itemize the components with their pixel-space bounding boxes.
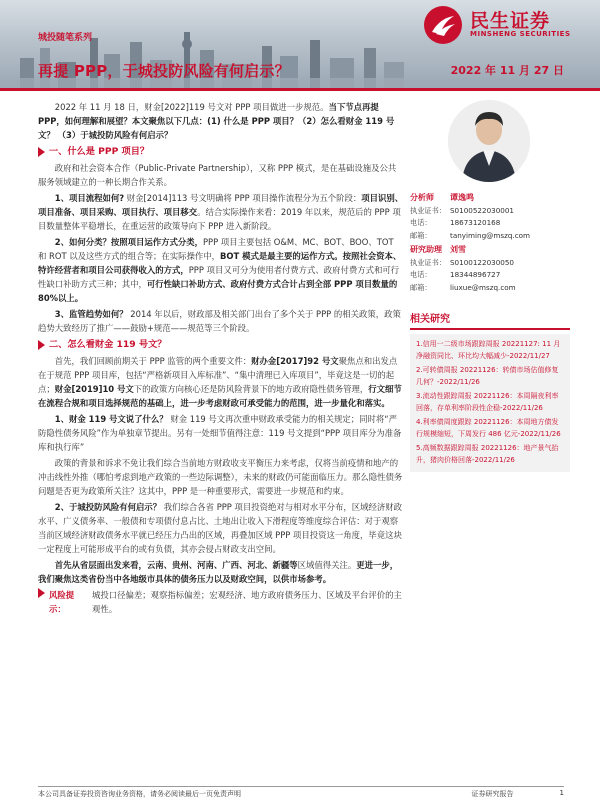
paragraph: [38, 354, 404, 410]
bold-text: 财办金[2017]92 号文: [251, 356, 339, 366]
related-link[interactable]: 5.高频数据跟踪周报 20221126：地产景气抬升，猪肉价格回落-2022/11/26: [416, 444, 559, 464]
text: 聚焦点和出发点在于规范 PPP 项目库，包括“严格新项目入库标准”、“集中清理已入库项目”，毕竟这是一切的起点；: [38, 356, 398, 394]
series-label: 城投随笔系列: [38, 33, 93, 43]
header-banner: [0, 0, 600, 88]
analyst-2: [410, 244, 570, 294]
bold-lead: 1、财金 119 号文说了什么？: [54, 414, 168, 424]
bold-lead: 1、项目流程如何?: [54, 193, 125, 203]
section-arrow-icon: [38, 147, 45, 157]
text: 下的政策方向核心还是防风险背景下的地方政府隐性债务管理，: [133, 384, 369, 394]
cert-label: 执业证书：: [410, 257, 446, 267]
email-link[interactable]: liuxue@mszq.com: [450, 282, 516, 292]
analyst-1: [410, 192, 570, 242]
risk-text: 城投口径偏差；观察指标偏差；宏观经济、地方政府债务压力、区域及平台评价的主观性。: [92, 590, 402, 614]
analyst-name: 刘雪: [450, 245, 466, 254]
person-avatar-icon: [448, 100, 530, 182]
text: 财金 119 号文再次重申财政承受能力的相关规定；同时将“严防隐性债务风险”作为单独章节提出。另有一处细节值得注意：119 号文提到“PPP 项目库分为准备库和执行库”: [38, 414, 402, 452]
email-label: 邮箱：: [410, 230, 432, 240]
text: 财金[2014]113 号文明确将 PPP 项目操作流程分为五个阶段：: [124, 193, 362, 203]
intro-bold: 当下节点再提 PPP，如何理解和展望？本文聚焦以下几点：(1) 什么是 PPP 项目？（2）怎么看财金 119 号文？ （3）于城投防风险有何启示？: [38, 102, 395, 140]
analyst-role: 研究助理: [410, 245, 442, 254]
paragraph: [38, 500, 404, 556]
bold-lead: 3、监管趋势如何？: [54, 309, 128, 319]
minsheng-logo-icon: [422, 4, 464, 46]
text: 区域值得关注。: [297, 560, 357, 570]
related-link[interactable]: 1.信用一二级市场跟踪周报 20221127: 11 月净融资同比、环比均大幅减少-2022/11/27: [416, 340, 561, 360]
disclaimer-text: 本公司具备证券投资咨询业务资格，请务必阅读最后一页免责声明: [38, 790, 241, 798]
section-arrow-icon: [38, 340, 45, 350]
text: 2014 年以后，财政部及相关部门出台了多个关于 PPP 的相关政策，政策趋势大致经历了推广——鼓励+规范——规范等三个阶段。: [38, 309, 401, 333]
logo-text: 民生证券: [470, 10, 551, 32]
related-research-title: 相关研究: [410, 310, 570, 330]
intro-text: 2022 年 11 月 18 日，财金[2022]119 号文对 PPP 项目做进一步规范。: [54, 102, 329, 112]
paragraph: 政策的背景和诉求不免让我们综合当前地方财政收支平衡压力来考虑，仅将当前疫情和地产的冲击线性外推（哪怕考虑到地产政策的一些边际调整），未来的财政仍可能面临压力。那么隐性债务问题是否更为政策所关注？这其中，PPP 是一种重要形式，需要进一步规范和约束。: [38, 458, 403, 496]
bold-text: 财金[2019]10 号文: [54, 384, 134, 394]
email-label: 邮箱：: [410, 282, 432, 292]
risk-label: 风险提示：: [49, 590, 75, 614]
section-1-heading: [38, 145, 404, 159]
intro-paragraph: [38, 100, 404, 142]
page-title: 再提 PPP，于城投防风险有何启示？: [38, 62, 290, 80]
bold-text: BOT 模式是最主要的运作方式。按照社会资本、特许经营者和项目公司获得收入的方式，: [38, 251, 402, 275]
email-link[interactable]: tanyiming@mszq.com: [450, 230, 531, 240]
page-number: 1: [559, 789, 564, 797]
section-2-heading: [38, 338, 404, 352]
bold-text: 可行性缺口补助方式、政府付费方式合计占到全部 PPP 项目数量的 80%以上。: [38, 279, 398, 303]
section-2-title: 二、怎么看财金 119 号文？: [49, 339, 167, 350]
phone-value: 18344896727: [450, 270, 501, 279]
page-footer: [38, 786, 564, 799]
phone-value: 18673120168: [450, 218, 501, 227]
sidebar: [410, 100, 570, 472]
related-link[interactable]: 2.可转债周报 20221126：转债市场估值修复几何？-2022/11/26: [416, 366, 559, 386]
text: PPP 项目主要包括 O&M、MC、BOT、BOO、TOT 和 ROT 以及这些方式的组合等；在实际操作中，: [38, 237, 394, 261]
bold-lead: 2、如何分类？按照项目运作方式分类，: [54, 237, 203, 247]
section-1-title: 一、什么是 PPP 项目？: [49, 146, 150, 157]
main-content: [38, 100, 404, 616]
bold-text: 更进一步，我们聚焦这类省份当中各地级市具体的债务压力以及财政空间，以供市场参考。: [38, 560, 399, 584]
analyst-name: 谭逸鸣: [450, 193, 474, 202]
risk-arrow-icon: [38, 588, 45, 598]
logo-english: MINSHENG SECURITIES: [470, 30, 571, 38]
risk-warning: [38, 588, 404, 616]
report-date: 2022 年 11 月 27 日: [450, 64, 564, 77]
paragraph: [38, 191, 404, 233]
cert-value: S0100522030001: [450, 205, 515, 215]
analyst-role: 分析师: [410, 193, 434, 202]
report-type: 证券研究报告: [471, 790, 514, 798]
bold-text: 行文细节在流程合规和项目选择规范的基础上，进一步考虑财政可承受能力的范围，进一步量化和落实。: [38, 384, 402, 408]
cert-label: 执业证书：: [410, 205, 446, 215]
related-research-list: [410, 334, 570, 472]
bold-text: 首先从省层面出发来看，云南、贵州、河南、广西、河北、新疆等: [54, 560, 298, 570]
text: 我们综合各省 PPP 项目投资绝对与相对水平分布，区域经济财政水平、广义债务率、一般债和专项债付息占比、土地出让收入下滑程度等维度综合评估：对于观察当前区域经济财政债务水平就已经压力凸出的区域，再叠加区域 PPP 项目投资这一角度，毕竟这块一定程度上可能形成平台的或有负债，其亦会侵占财政支出空间。: [38, 502, 403, 554]
paragraph: [38, 412, 404, 454]
bold-text: 项目识别、项目准备、项目采购、项目执行、项目移交: [38, 193, 404, 217]
paragraph: [38, 307, 404, 335]
header-divider: [0, 88, 600, 91]
text: 首先，我们回顾前期关于 PPP 监管的两个重要文件：: [54, 356, 252, 366]
phone-label: 电话：: [410, 218, 432, 227]
minsheng-logo: [422, 4, 582, 46]
paragraph: 政府和社会资本合作（Public-Private Partnership），又称 PPP 模式，是在基础设施及公共服务领域建立的一种长期合作关系。: [38, 163, 397, 187]
paragraph: [38, 558, 404, 586]
paragraph: [38, 235, 404, 305]
analyst-photo: [448, 100, 530, 182]
footer-right: [472, 789, 564, 799]
cert-value: S0100122030050: [450, 257, 515, 267]
related-link[interactable]: 3.流动性跟踪周报 20221126：本周隔夜利率回落，存单利率阶段性企稳-2022/11/26: [416, 392, 559, 412]
phone-label: 电话：: [410, 270, 432, 279]
text: PPP 项目又可分为使用者付费方式、政府付费方式和可行性缺口补助方式三种；其中，: [38, 265, 400, 289]
bold-lead: 2、于城投防风险有何启示？: [54, 502, 162, 512]
related-link[interactable]: 4.利率债周度跟踪 20221126：本周地方债发行规模缩短，下周发行 486 亿元-2022/11/26: [416, 418, 561, 438]
text: 。结合实际操作来看：2019 年以来，规范后的 PPP 项目数量整体平稳增长，在重运营的政策导向下 PPP 进入新阶段。: [38, 207, 401, 231]
